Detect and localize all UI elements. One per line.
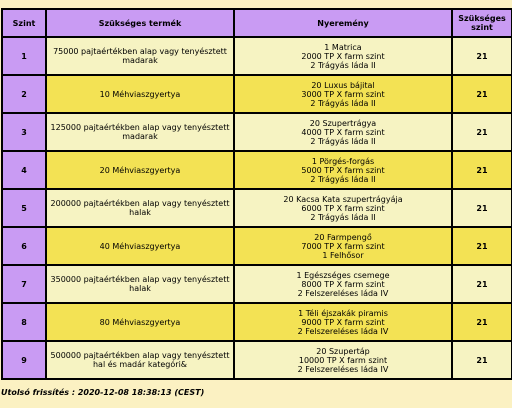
table-body	[2, 37, 512, 379]
product-cell: 200000 pajtaértékben alap vagy tenyésztett halak	[46, 189, 234, 227]
required-level-cell: 21	[452, 113, 512, 151]
reward-line: 1 Pörgés-forgás	[311, 156, 375, 166]
level-cell: 2	[2, 75, 46, 113]
reward-cell	[234, 265, 452, 303]
required-level-cell: 21	[452, 303, 512, 341]
table-row	[2, 303, 512, 341]
reward-line: 2 Trágyás láda II	[310, 98, 376, 108]
last-updated: Utolsó frissítés : 2020-12-08 18:38:13 (CEST)	[1, 388, 205, 397]
reward-cell	[234, 189, 452, 227]
reward-cell	[234, 151, 452, 189]
level-cell: 4	[2, 151, 46, 189]
reward-cell	[234, 341, 452, 379]
reward-cell	[234, 303, 452, 341]
product-cell: 40 Méhviaszgyertya	[46, 227, 234, 265]
table-row	[2, 37, 512, 75]
reward-line: 2 Felszereléses láda IV	[297, 364, 389, 374]
reward-line: 2 Trágyás láda II	[310, 212, 376, 222]
product-cell: 500000 pajtaértékben alap vagy tenyésztett hal és madár kategóri&	[46, 341, 234, 379]
reward-line: 5000 TP X farm szint	[301, 165, 385, 175]
reward-line: 2 Trágyás láda II	[310, 174, 376, 184]
reward-line: 2000 TP X farm szint	[301, 51, 385, 61]
reward-cell	[234, 227, 452, 265]
reward-line: 1 Matrica	[324, 42, 362, 52]
product-cell: 20 Méhviaszgyertya	[46, 151, 234, 189]
product-cell: 75000 pajtaértékben alap vagy tenyésztett madarak	[46, 37, 234, 75]
reward-line: 6000 TP X farm szint	[301, 203, 385, 213]
reward-line: 4000 TP X farm szint	[301, 127, 385, 137]
required-level-cell: 21	[452, 341, 512, 379]
table-row	[2, 341, 512, 379]
reward-line: 20 Szupertáp	[316, 346, 370, 356]
product-cell: 10 Méhviaszgyertya	[46, 75, 234, 113]
required-level-cell: 21	[452, 151, 512, 189]
required-level-cell: 21	[452, 75, 512, 113]
reward-line: 2 Trágyás láda II	[310, 136, 376, 146]
table-row	[2, 113, 512, 151]
reward-line: 8000 TP X farm szint	[301, 279, 385, 289]
header-reward: Nyeremény	[234, 9, 452, 37]
reward-cell	[234, 37, 452, 75]
table-row	[2, 265, 512, 303]
reward-cell	[234, 75, 452, 113]
header-product: Szükséges termék	[46, 9, 234, 37]
product-cell: 80 Méhviaszgyertya	[46, 303, 234, 341]
reward-line: 10000 TP X farm szint	[298, 355, 388, 365]
table-header-row	[2, 9, 512, 37]
reward-line: 7000 TP X farm szint	[301, 241, 385, 251]
rewards-table-container	[1, 8, 511, 380]
required-level-cell: 21	[452, 265, 512, 303]
rewards-table	[1, 8, 512, 380]
level-cell: 5	[2, 189, 46, 227]
level-cell: 8	[2, 303, 46, 341]
level-cell: 9	[2, 341, 46, 379]
required-level-cell: 21	[452, 189, 512, 227]
reward-line: 9000 TP X farm szint	[301, 317, 385, 327]
reward-line: 1 Egészséges csemege	[296, 270, 390, 280]
level-cell: 3	[2, 113, 46, 151]
reward-line: 3000 TP X farm szint	[301, 89, 385, 99]
reward-line: 20 Farmpengő	[314, 232, 372, 242]
level-cell: 1	[2, 37, 46, 75]
reward-line: 2 Felszereléses láda IV	[297, 288, 389, 298]
level-cell: 6	[2, 227, 46, 265]
required-level-cell: 21	[452, 227, 512, 265]
reward-line: 20 Luxus bájital	[311, 80, 375, 90]
reward-line: 20 Szupertrágya	[309, 118, 377, 128]
header-level: Szint	[2, 9, 46, 37]
reward-line: 20 Kacsa Kata szupertrágyája	[283, 194, 403, 204]
level-cell: 7	[2, 265, 46, 303]
table-row	[2, 151, 512, 189]
table-row	[2, 75, 512, 113]
product-cell: 125000 pajtaértékben alap vagy tenyésztett madarak	[46, 113, 234, 151]
table-row	[2, 189, 512, 227]
reward-line: 1 Felhősor	[322, 250, 364, 260]
reward-line: 1 Téli éjszakák piramis	[298, 308, 388, 318]
header-required-level: Szükséges szint	[452, 9, 512, 37]
reward-line: 2 Felszereléses láda IV	[297, 326, 389, 336]
required-level-cell: 21	[452, 37, 512, 75]
reward-line: 2 Trágyás láda II	[310, 60, 376, 70]
table-row	[2, 227, 512, 265]
reward-cell	[234, 113, 452, 151]
product-cell: 350000 pajtaértékben alap vagy tenyésztett halak	[46, 265, 234, 303]
